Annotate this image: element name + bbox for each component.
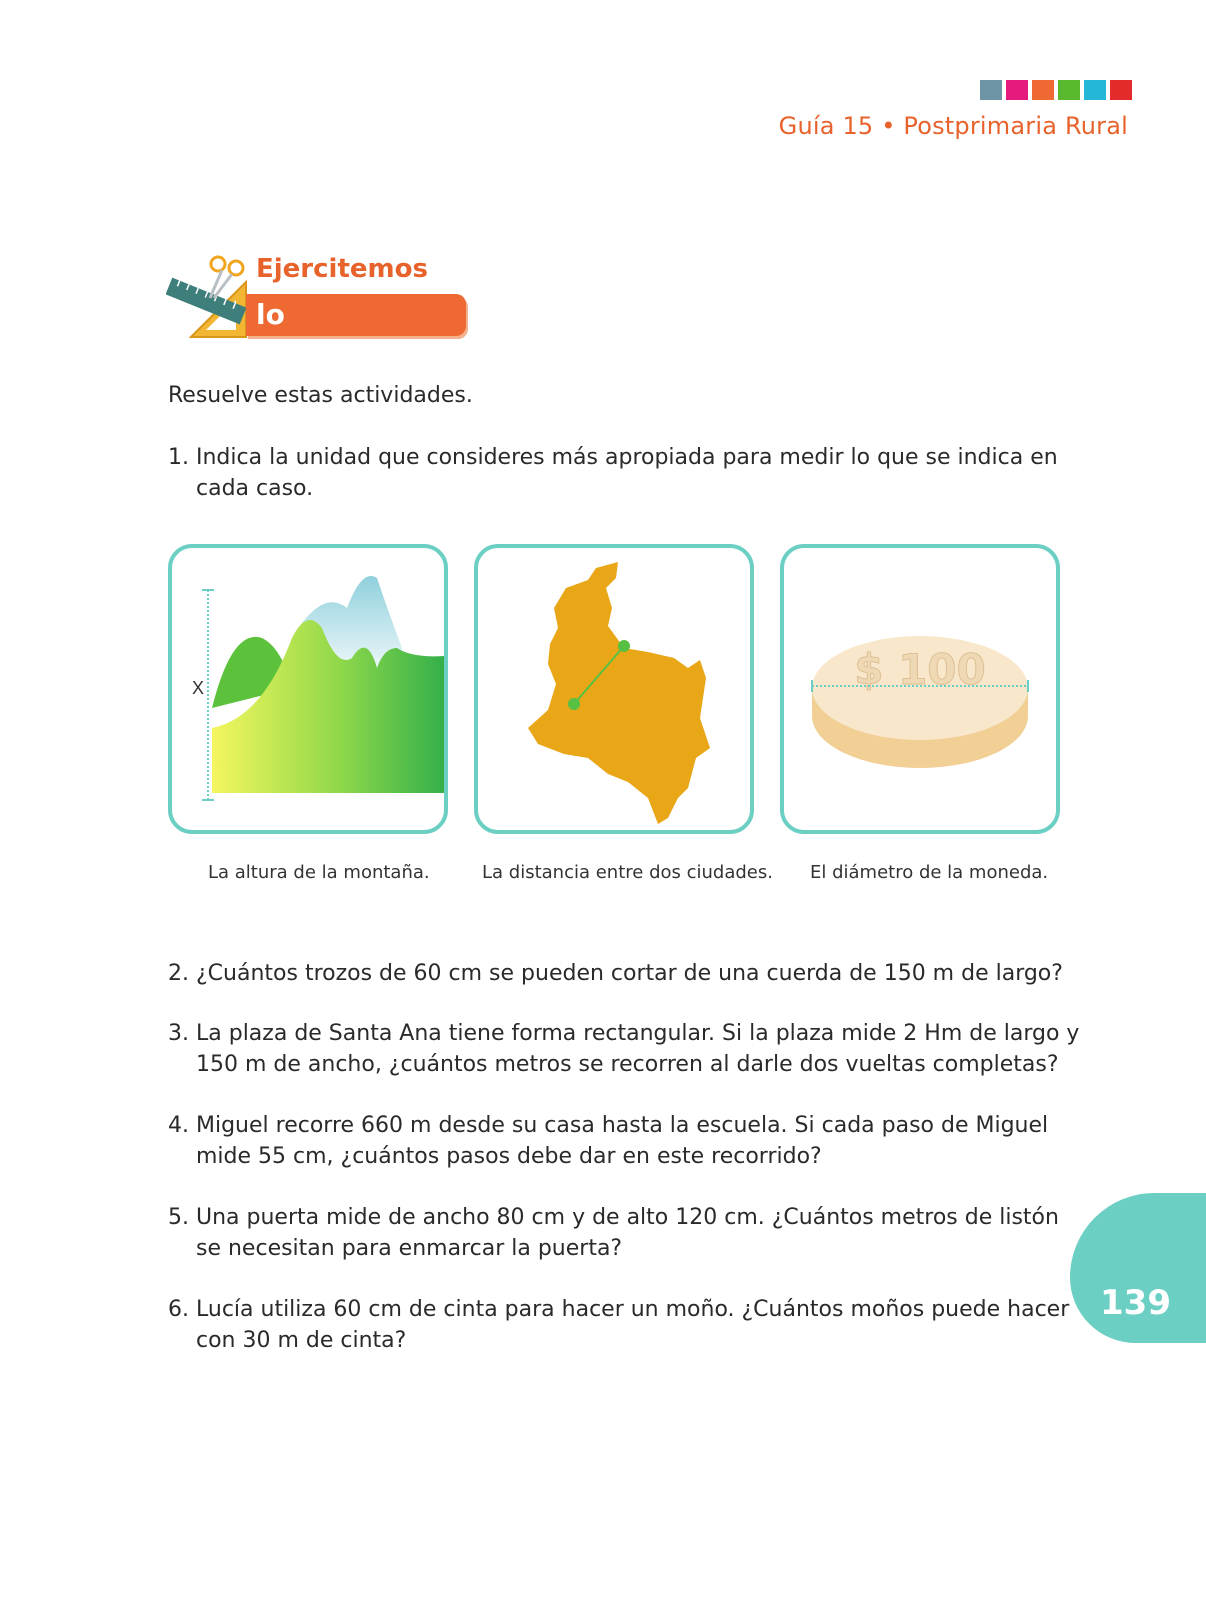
color-swatch-bar [980, 80, 1132, 100]
page-number: 139 [1100, 1283, 1171, 1323]
caption-coin: El diámetro de la moneda. [810, 862, 1049, 883]
caption-map: La distancia entre dos ciudades. [482, 862, 773, 883]
colombia-map-illustration [478, 548, 750, 830]
exercise-item [168, 1110, 1080, 1172]
exercise-text: Indica la unidad que consideres más apropiada para medir lo que se indica en cada caso. [196, 445, 1058, 501]
coin-illustration [784, 548, 1056, 830]
exercise-item [168, 1294, 1080, 1356]
guide-title: Guía 15 • Postprimaria Rural [778, 112, 1128, 140]
exercise-number: 1. [168, 445, 189, 470]
color-swatch [1058, 80, 1080, 100]
exercise-number: 6. [168, 1297, 189, 1322]
instructions-text: Resuelve estas actividades. [168, 383, 473, 408]
ruler-scissors-icon [166, 252, 256, 342]
coin-panel [780, 544, 1060, 834]
caption-mountain: La altura de la montaña. [208, 862, 430, 883]
exercise-item [168, 1202, 1080, 1264]
exercise-text: Una puerta mide de ancho 80 cm y de alto 120 cm. ¿Cuántos metros de listón se necesitan para enmarcar la puerta? [196, 1205, 1059, 1261]
color-swatch [1110, 80, 1132, 100]
exercise-item [168, 442, 1080, 504]
exercise-text: Miguel recorre 660 m desde su casa hasta la escuela. Si cada paso de Miguel mide 55 cm, ¿cuántos pasos debe dar en este recorrido? [196, 1113, 1049, 1169]
section-subtitle: lo aprendido [246, 294, 466, 336]
map-panel [474, 544, 754, 834]
exercise-number: 5. [168, 1205, 189, 1230]
exercise-number: 4. [168, 1113, 189, 1138]
color-swatch [1032, 80, 1054, 100]
color-swatch [1006, 80, 1028, 100]
exercise-text: La plaza de Santa Ana tiene forma rectangular. Si la plaza mide 2 Hm de largo y 150 m de ancho, ¿cuántos metros se recorren al darle dos vueltas completas? [196, 1021, 1080, 1077]
exercise-text: Lucía utiliza 60 cm de cinta para hacer un moño. ¿Cuántos moños puede hacer con 30 m de cinta? [196, 1297, 1070, 1353]
mountain-illustration [172, 548, 444, 830]
mountain-panel [168, 544, 448, 834]
section-badge [166, 252, 466, 373]
color-swatch [980, 80, 1002, 100]
height-label: X [192, 678, 205, 698]
exercise-number: 3. [168, 1021, 189, 1046]
exercise-item [168, 958, 1080, 989]
coin-value-label: $ 100 [854, 645, 986, 694]
exercise-text: ¿Cuántos trozos de 60 cm se pueden cortar de una cuerda de 150 m de largo? [196, 961, 1063, 986]
exercise-item [168, 1018, 1080, 1080]
section-title: Ejercitemos [256, 254, 428, 284]
exercise-number: 2. [168, 961, 189, 986]
color-swatch [1084, 80, 1106, 100]
